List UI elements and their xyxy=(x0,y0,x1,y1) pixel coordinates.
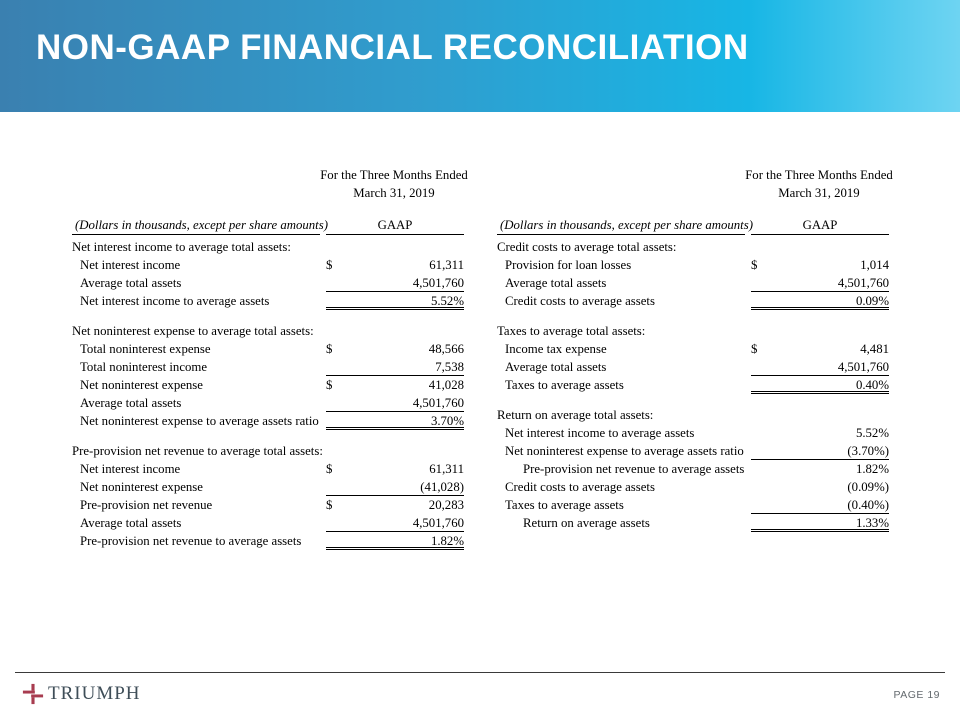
row-value xyxy=(326,376,464,394)
row-value xyxy=(751,442,889,460)
row-label: Net interest income to average assets xyxy=(505,426,695,440)
row-label: Average total assets xyxy=(505,276,607,290)
period-header xyxy=(314,166,474,202)
row-amount: 4,501,760 xyxy=(412,276,464,290)
row-amount: 7,538 xyxy=(435,360,464,374)
row-value xyxy=(751,424,889,442)
table-section xyxy=(72,442,464,550)
row-label: Average total assets xyxy=(505,360,607,374)
table-section xyxy=(72,238,464,310)
dollar-sign: $ xyxy=(326,258,333,272)
row-amount: (0.40%) xyxy=(847,498,889,512)
row-value xyxy=(751,460,889,478)
row-value xyxy=(751,358,889,376)
row-amount: 1,014 xyxy=(860,258,889,272)
company-logo xyxy=(22,683,141,705)
row-amount: 4,481 xyxy=(860,342,889,356)
row-value xyxy=(751,496,889,514)
page-number: PAGE 19 xyxy=(893,689,940,701)
table-section xyxy=(497,406,889,532)
row-amount: (3.70%) xyxy=(847,444,889,458)
period-header xyxy=(739,166,899,202)
row-value xyxy=(751,292,889,310)
row-amount: (0.09%) xyxy=(847,480,889,494)
row-label: Net noninterest expense to average assets ratio xyxy=(505,444,744,458)
row-amount: 1.82% xyxy=(430,534,464,548)
row-amount: 4,501,760 xyxy=(837,276,889,290)
row-label: Average total assets xyxy=(80,276,182,290)
footer-divider xyxy=(15,672,945,673)
row-value xyxy=(326,412,464,430)
table-section xyxy=(72,322,464,430)
row-amount: 20,283 xyxy=(428,498,464,512)
page-title: NON-GAAP FINANCIAL RECONCILIATION xyxy=(36,28,749,67)
table-row xyxy=(72,376,464,394)
table-section xyxy=(497,238,889,310)
row-value xyxy=(751,340,889,358)
row-value xyxy=(751,514,889,532)
row-amount: 4,501,760 xyxy=(837,360,889,374)
table-row xyxy=(497,460,889,478)
row-label: Credit costs to average assets xyxy=(505,480,655,494)
row-amount: 41,028 xyxy=(428,378,464,392)
table-row xyxy=(72,532,464,550)
row-label: Net noninterest expense xyxy=(80,480,203,494)
table-row xyxy=(72,496,464,514)
triumph-cross-icon xyxy=(22,683,44,705)
row-value xyxy=(326,292,464,310)
row-value xyxy=(326,340,464,358)
section-header: Net noninterest expense to average total assets: xyxy=(72,324,314,338)
period-line: March 31, 2019 xyxy=(353,186,435,200)
row-value xyxy=(326,274,464,292)
row-label: Net interest income to average assets xyxy=(80,294,270,308)
section-header: Net interest income to average total assets: xyxy=(72,240,291,254)
table-row xyxy=(72,460,464,478)
dollar-sign: $ xyxy=(751,258,758,272)
row-label: Average total assets xyxy=(80,516,182,530)
section-header: Taxes to average total assets: xyxy=(497,324,646,338)
table-row xyxy=(497,256,889,274)
table-row xyxy=(72,478,464,496)
row-label: Taxes to average assets xyxy=(505,498,624,512)
row-label: Return on average assets xyxy=(523,516,650,530)
table-row xyxy=(497,340,889,358)
column-header-value: GAAP xyxy=(751,216,889,235)
column-header-label: (Dollars in thousands, except per share amounts) xyxy=(497,216,745,235)
row-amount: (41,028) xyxy=(420,480,464,494)
period-line: March 31, 2019 xyxy=(778,186,860,200)
row-amount: 0.40% xyxy=(855,378,889,392)
period-line: For the Three Months Ended xyxy=(320,168,468,182)
table-section xyxy=(497,322,889,394)
row-value xyxy=(751,274,889,292)
row-amount: 61,311 xyxy=(429,258,464,272)
row-label: Net interest income xyxy=(80,462,181,476)
row-label: Average total assets xyxy=(80,396,182,410)
dollar-sign: $ xyxy=(326,462,333,476)
table-row xyxy=(497,376,889,394)
table-row xyxy=(72,256,464,274)
row-value xyxy=(326,460,464,478)
row-label: Provision for loan losses xyxy=(505,258,632,272)
row-amount: 4,501,760 xyxy=(412,516,464,530)
row-label: Net noninterest expense to average assets ratio xyxy=(80,414,319,428)
row-label: Pre-provision net revenue to average assets xyxy=(523,462,745,476)
column-header-row xyxy=(72,216,464,235)
table-row xyxy=(497,496,889,514)
row-amount: 1.33% xyxy=(855,516,889,530)
reconciliation-table-right xyxy=(497,166,893,544)
logo-wordmark: TRIUMPH xyxy=(48,683,141,704)
row-amount: 3.70% xyxy=(430,414,464,428)
row-label: Income tax expense xyxy=(505,342,607,356)
row-label: Net noninterest expense xyxy=(80,378,203,392)
row-value xyxy=(751,478,889,496)
row-amount: 48,566 xyxy=(428,342,464,356)
row-label: Total noninterest expense xyxy=(80,342,211,356)
table-row xyxy=(72,412,464,430)
row-value xyxy=(326,478,464,496)
row-label: Taxes to average assets xyxy=(505,378,624,392)
row-value xyxy=(326,496,464,514)
column-header-row xyxy=(497,216,889,235)
row-value xyxy=(326,394,464,412)
table-row xyxy=(497,274,889,292)
column-header-value: GAAP xyxy=(326,216,464,235)
row-value xyxy=(751,376,889,394)
table-row xyxy=(497,424,889,442)
row-value xyxy=(326,358,464,376)
row-amount: 1.82% xyxy=(855,462,889,476)
dollar-sign: $ xyxy=(326,498,333,512)
table-row xyxy=(72,274,464,292)
period-line: For the Three Months Ended xyxy=(745,168,893,182)
row-value xyxy=(326,256,464,274)
row-amount: 4,501,760 xyxy=(412,396,464,410)
table-row xyxy=(72,514,464,532)
table-row xyxy=(72,358,464,376)
row-value xyxy=(751,256,889,274)
row-value xyxy=(326,532,464,550)
table-row xyxy=(497,442,889,460)
section-header: Credit costs to average total assets: xyxy=(497,240,677,254)
section-header: Pre-provision net revenue to average total assets: xyxy=(72,444,323,458)
column-header-label: (Dollars in thousands, except per share amounts) xyxy=(72,216,320,235)
table-row xyxy=(497,358,889,376)
table-row xyxy=(497,478,889,496)
reconciliation-table-left xyxy=(72,166,468,562)
dollar-sign: $ xyxy=(326,342,333,356)
section-header: Return on average total assets: xyxy=(497,408,654,422)
dollar-sign: $ xyxy=(751,342,758,356)
row-label: Credit costs to average assets xyxy=(505,294,655,308)
row-label: Net interest income xyxy=(80,258,181,272)
row-amount: 5.52% xyxy=(855,426,889,440)
row-amount: 0.09% xyxy=(855,294,889,308)
row-label: Pre-provision net revenue to average assets xyxy=(80,534,302,548)
table-row xyxy=(72,340,464,358)
row-amount: 61,311 xyxy=(429,462,464,476)
table-row xyxy=(497,514,889,532)
row-amount: 5.52% xyxy=(430,294,464,308)
table-row xyxy=(497,292,889,310)
row-label: Total noninterest income xyxy=(80,360,208,374)
table-row xyxy=(72,292,464,310)
table-row xyxy=(72,394,464,412)
row-value xyxy=(326,514,464,532)
row-label: Pre-provision net revenue xyxy=(80,498,213,512)
dollar-sign: $ xyxy=(326,378,333,392)
